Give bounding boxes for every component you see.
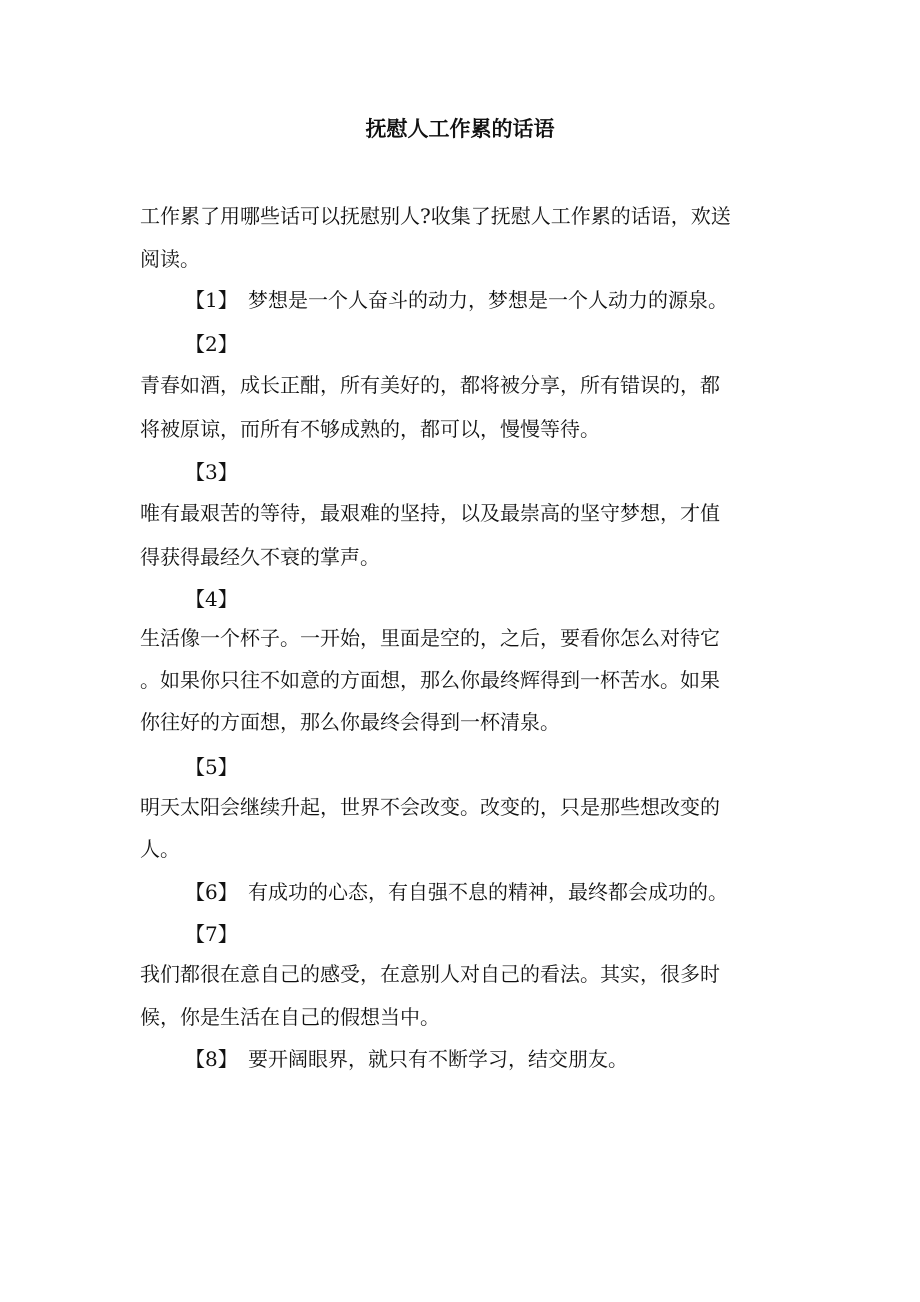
item-text: 人。 bbox=[140, 837, 180, 861]
item-text: 候，你是生活在自己的假想当中。 bbox=[140, 1005, 440, 1029]
intro-line: 工作累了用哪些话可以抚慰别人?收集了抚慰人工作累的话语，欢送 bbox=[140, 204, 731, 228]
item-text: 有成功的心态，有自强不息的精神，最终都会成功的。 bbox=[248, 880, 728, 904]
item-text: 梦想是一个人奋斗的动力，梦想是一个人动力的源泉。 bbox=[248, 288, 728, 312]
item-label: 【3】 bbox=[185, 460, 238, 484]
item-text: 明天太阳会继续升起，世界不会改变。改变的，只是那些想改变的 bbox=[140, 795, 720, 819]
document-title: 抚慰人工作累的话语 bbox=[365, 116, 555, 141]
item-text: 唯有最艰苦的等待，最艰难的坚持，以及最崇高的坚守梦想，才值 bbox=[140, 501, 720, 525]
item-label: 【5】 bbox=[185, 755, 238, 779]
item-label: 【6】 bbox=[185, 880, 238, 904]
item-text: 。如果你只往不如意的方面想，那么你最终辉得到一杯苦水。如果 bbox=[140, 668, 720, 692]
item-text: 得获得最经久不衰的掌声。 bbox=[140, 545, 380, 569]
item-text: 青春如酒，成长正酣，所有美好的，都将被分享，所有错误的，都 bbox=[140, 373, 720, 397]
item-label: 【2】 bbox=[185, 332, 238, 356]
item-text: 你往好的方面想，那么你最终会得到一杯清泉。 bbox=[140, 710, 560, 734]
item-text: 将被原谅，而所有不够成熟的，都可以，慢慢等待。 bbox=[140, 417, 600, 441]
item-label: 【4】 bbox=[185, 587, 238, 611]
item-text: 我们都很在意自己的感受，在意别人对自己的看法。其实，很多时 bbox=[140, 962, 720, 986]
item-label: 【8】 bbox=[185, 1047, 238, 1071]
item-label: 【1】 bbox=[185, 288, 238, 312]
intro-line: 阅读。 bbox=[140, 247, 200, 271]
item-text: 生活像一个杯子。一开始，里面是空的，之后，要看你怎么对待它 bbox=[140, 626, 720, 650]
item-text: 要开阔眼界，就只有不断学习，结交朋友。 bbox=[248, 1047, 628, 1071]
item-label: 【7】 bbox=[185, 922, 238, 946]
